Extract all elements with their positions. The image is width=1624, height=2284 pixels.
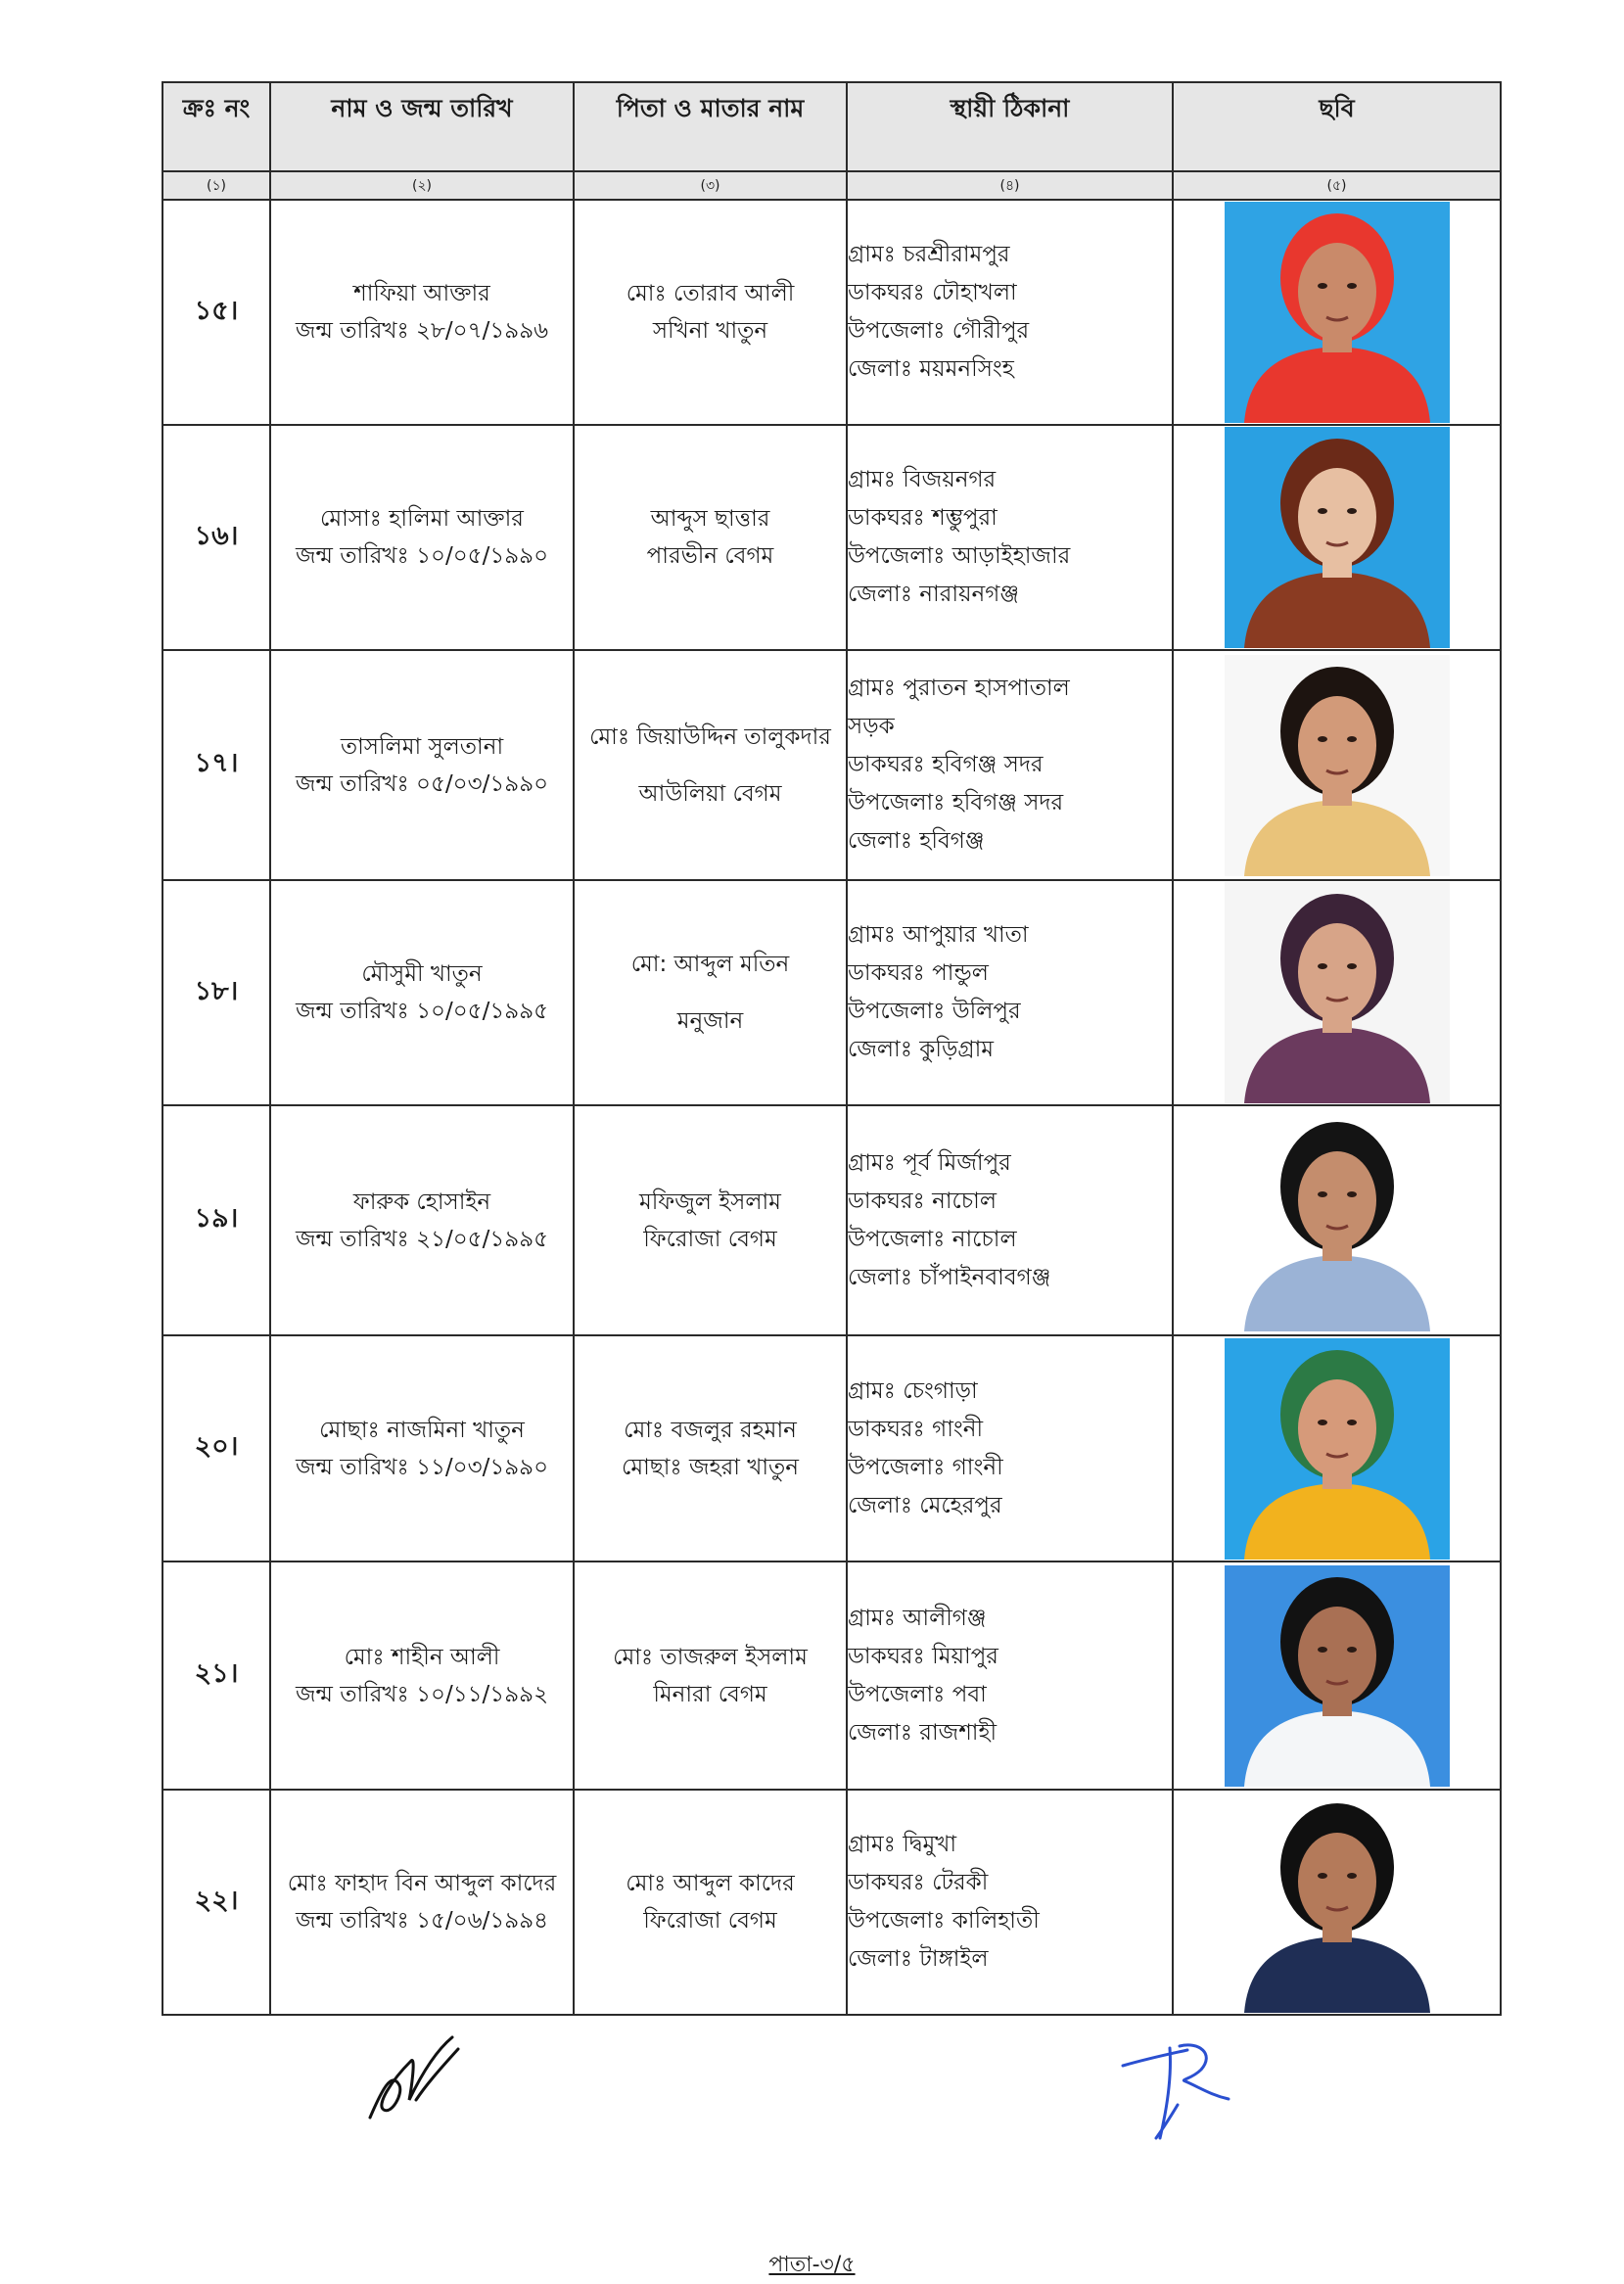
address-line: ডাকঘরঃ নাচোল: [848, 1188, 997, 1214]
address-line: গ্রামঃ পুরাতন হাসপাতাল: [848, 676, 1070, 701]
photo-cell: [1173, 880, 1501, 1105]
date-of-birth: জন্ম তারিখঃ ১০/০৫/১৯৯৫: [295, 999, 549, 1024]
table-row: [162, 880, 1501, 1105]
photo-cell: [1173, 1105, 1501, 1335]
candidate-photo: [1225, 1565, 1450, 1787]
mother-name: আউলিয়া বেগম: [638, 780, 782, 807]
name-dob-cell: [270, 1790, 574, 2015]
name-dob-cell: [270, 425, 574, 650]
header-serial: ক্রঃ নং: [162, 82, 270, 171]
header-parents: পিতা ও মাতার নাম: [574, 82, 847, 171]
candidate-name: ফারুক হোসাইন: [352, 1189, 491, 1215]
address-cell: [847, 1105, 1173, 1335]
table-row: [162, 1335, 1501, 1562]
name-dob-cell: [270, 880, 574, 1105]
address-line: জেলাঃ রাজশাহী: [848, 1719, 998, 1746]
column-number: (১): [162, 171, 270, 200]
address-line: উপজেলাঃ নাচোল: [848, 1226, 1017, 1252]
candidate-photo: [1225, 1338, 1450, 1560]
address-line: ডাকঘরঃ মিয়াপুর: [848, 1643, 998, 1669]
candidate-photo: [1225, 427, 1450, 648]
address-line: ডাকঘরঃ হবিগঞ্জ সদর: [848, 752, 1044, 777]
candidate-photo: [1225, 202, 1450, 423]
header-address: স্থায়ী ঠিকানা: [847, 82, 1173, 171]
address-line: ডাকঘরঃ ঢৌহাখলা: [848, 280, 1017, 305]
address-cell: [847, 1562, 1173, 1790]
name-dob-cell: [270, 650, 574, 880]
date-of-birth: জন্ম তারিখঃ ০৫/০৩/১৯৯০: [295, 770, 549, 797]
parents-cell: [574, 650, 847, 880]
header-photo: ছবি: [1173, 82, 1501, 171]
date-of-birth: জন্ম তারিখঃ ১০/০৫/১৯৯০: [295, 543, 549, 569]
address-line: উপজেলাঃ কালিহাতী: [848, 1908, 1040, 1934]
address-line: জেলাঃ টাঙ্গাইল: [848, 1946, 989, 1972]
mother-name: সখিনা খাতুন: [652, 318, 768, 344]
photo-cell: [1173, 650, 1501, 880]
address-line: ডাকঘরঃ পান্ডুল: [848, 960, 989, 986]
parents-cell: [574, 1562, 847, 1790]
name-dob-cell: [270, 1335, 574, 1562]
table-row: [162, 425, 1501, 650]
photo-cell: [1173, 200, 1501, 425]
candidate-name: তাসলিমা সুলতানা: [340, 733, 504, 760]
parents-cell: [574, 1335, 847, 1562]
address-line: উপজেলাঃ উলিপুর: [848, 999, 1021, 1024]
address-line: ডাকঘরঃ শম্ভুপুরা: [848, 505, 998, 531]
address-line: উপজেলাঃ পবা: [848, 1681, 987, 1707]
table-row: [162, 1790, 1501, 2015]
name-dob-cell: [270, 1105, 574, 1335]
column-number-row: [162, 171, 1501, 200]
serial-number: ১৭।: [162, 650, 270, 880]
parents-cell: [574, 1105, 847, 1335]
table-row: [162, 650, 1501, 880]
date-of-birth: জন্ম তারিখঃ ১১/০৩/১৯৯০: [295, 1454, 549, 1480]
address-line: উপজেলাঃ আড়াইহাজার: [848, 543, 1071, 569]
serial-number: ১৮।: [162, 880, 270, 1105]
candidate-name: মোঃ ফাহাদ বিন আব্দুল কাদের: [287, 1871, 557, 1896]
date-of-birth: জন্ম তারিখঃ ১৫/০৬/১৯৯৪: [295, 1908, 549, 1934]
photo-cell: [1173, 1790, 1501, 2015]
address-line: গ্রামঃ বিজয়নগর: [848, 467, 997, 492]
serial-number: ২০।: [162, 1335, 270, 1562]
father-name: মোঃ আব্দুল কাদের: [626, 1871, 795, 1896]
address-line: গ্রামঃ আলীগঞ্জ: [848, 1605, 987, 1631]
father-name: মো: আব্দুল মতিন: [630, 952, 790, 977]
candidate-name: মৌসুমী খাতুন: [361, 961, 483, 987]
address-line: গ্রামঃ চেংগাড়া: [848, 1377, 978, 1404]
mother-name: মিনারা বেগম: [653, 1681, 767, 1707]
address-line: ডাকঘরঃ টেরকী: [848, 1870, 989, 1895]
page-number: পাতা-৩/৫: [768, 2253, 856, 2277]
serial-number: ২১।: [162, 1562, 270, 1790]
mother-name: মনুজান: [676, 1008, 744, 1034]
address-cell: [847, 650, 1173, 880]
address-line: জেলাঃ হবিগঞ্জ: [848, 828, 985, 854]
signature-right: [1121, 2036, 1248, 2144]
candidate-name: মোঃ শাহীন আলী: [344, 1644, 500, 1670]
mother-name: মোছাঃ জহরা খাতুন: [621, 1454, 799, 1480]
date-of-birth: জন্ম তারিখঃ ২১/০৫/১৯৯৫: [295, 1226, 549, 1252]
candidate-photo: [1225, 655, 1450, 876]
address-line: জেলাঃ নারায়নগঞ্জ: [848, 582, 1020, 607]
address-line: জেলাঃ ময়মনসিংহ: [848, 356, 1014, 382]
address-line: গ্রামঃ আপুয়ার খাতা: [848, 922, 1029, 948]
father-name: মোঃ জিয়াউদ্দিন তালুকদার: [589, 723, 831, 750]
father-name: মোঃ তোরাব আলী: [626, 281, 795, 306]
candidate-table: [162, 81, 1502, 2016]
photo-cell: [1173, 1562, 1501, 1790]
candidate-photo: [1225, 1792, 1450, 2013]
parents-cell: [574, 425, 847, 650]
father-name: আব্দুস ছাত্তার: [650, 506, 770, 532]
address-line: গ্রামঃ দ্বিমুখা: [848, 1832, 957, 1857]
name-dob-cell: [270, 1562, 574, 1790]
address-cell: [847, 1790, 1173, 2015]
father-name: মোঃ বজলুর রহমান: [624, 1417, 797, 1443]
serial-number: ১৬।: [162, 425, 270, 650]
table-header-row: [162, 82, 1501, 171]
date-of-birth: জন্ম তারিখঃ ২৮/০৭/১৯৯৬: [295, 318, 549, 344]
address-cell: [847, 1335, 1173, 1562]
father-name: মফিজুল ইসলাম: [639, 1189, 781, 1215]
address-line: জেলাঃ চাঁপাইনবাবগঞ্জ: [848, 1264, 1051, 1290]
mother-name: ফিরোজা বেগম: [643, 1226, 777, 1252]
signature-left: [362, 2031, 470, 2129]
photo-cell: [1173, 1335, 1501, 1562]
candidate-name: মোসাঃ হালিমা আক্তার: [320, 506, 524, 532]
address-line: গ্রামঃ পূর্ব মির্জাপুর: [848, 1149, 1011, 1176]
serial-number: ২২।: [162, 1790, 270, 2015]
father-name: মোঃ তাজরুল ইসলাম: [613, 1644, 808, 1670]
candidate-name: মোছাঃ নাজমিনা খাতুন: [319, 1417, 525, 1443]
address-line: উপজেলাঃ গৌরীপুর: [848, 318, 1030, 344]
candidate-name: শাফিয়া আক্তার: [353, 281, 490, 306]
header-name-dob: নাম ও জন্ম তারিখ: [270, 82, 574, 171]
column-number: (৫): [1173, 171, 1501, 200]
candidate-photo: [1225, 882, 1450, 1103]
address-line: জেলাঃ কুড়িগ্রাম: [848, 1037, 995, 1062]
parents-cell: [574, 1790, 847, 2015]
serial-number: ১৯।: [162, 1105, 270, 1335]
mother-name: ফিরোজা বেগম: [643, 1908, 777, 1934]
address-line: জেলাঃ মেহেরপুর: [848, 1492, 1002, 1518]
address-line: গ্রামঃ চরশ্রীরামপুর: [848, 242, 1010, 267]
address-line: উপজেলাঃ হবিগঞ্জ সদর: [848, 790, 1064, 816]
address-cell: [847, 200, 1173, 425]
address-line: উপজেলাঃ গাংনী: [848, 1454, 1003, 1480]
column-number: (২): [270, 171, 574, 200]
table-row: [162, 200, 1501, 425]
mother-name: পারভীন বেগম: [646, 543, 774, 569]
address-cell: [847, 880, 1173, 1105]
candidate-photo: [1225, 1110, 1450, 1331]
parents-cell: [574, 880, 847, 1105]
column-number: (৪): [847, 171, 1173, 200]
photo-cell: [1173, 425, 1501, 650]
address-cell: [847, 425, 1173, 650]
name-dob-cell: [270, 200, 574, 425]
column-number: (৩): [574, 171, 847, 200]
parents-cell: [574, 200, 847, 425]
serial-number: ১৫।: [162, 200, 270, 425]
table-row: [162, 1105, 1501, 1335]
date-of-birth: জন্ম তারিখঃ ১০/১১/১৯৯২: [295, 1681, 549, 1707]
address-line: ডাকঘরঃ গাংনী: [848, 1416, 984, 1442]
table-row: [162, 1562, 1501, 1790]
address-line: সড়ক: [848, 714, 895, 739]
